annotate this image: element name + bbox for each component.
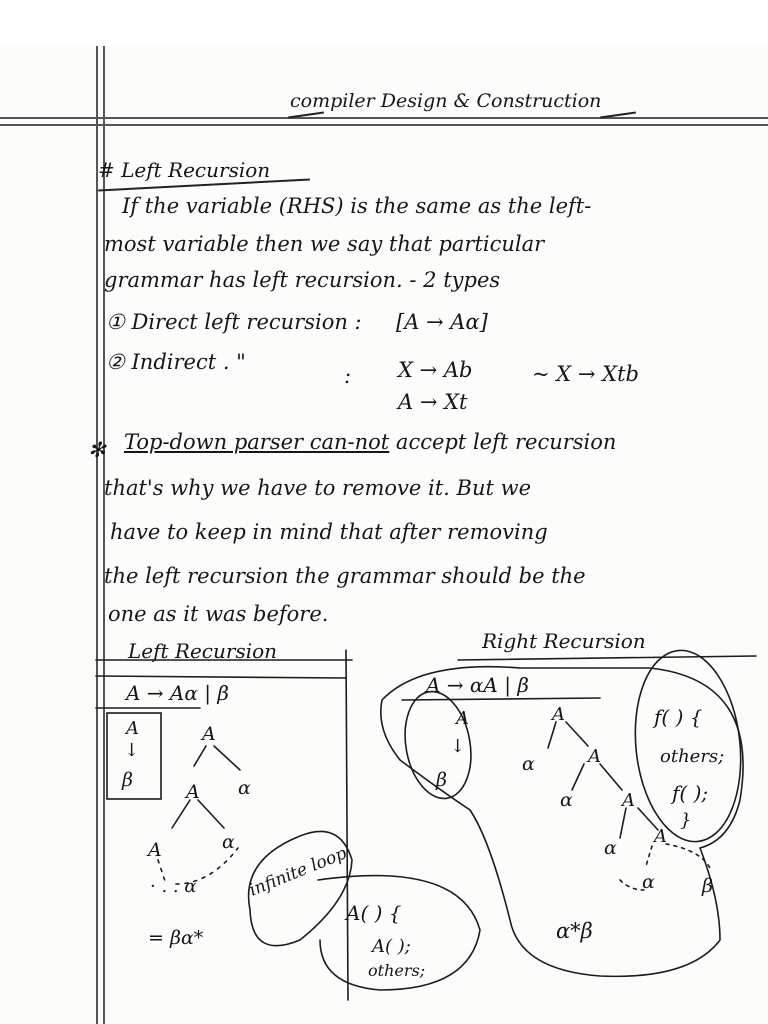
- left-box-arrow: ↓: [124, 740, 140, 761]
- left-tree-edge-3: [172, 800, 190, 828]
- indirect-rule-1: X → Ab: [398, 358, 473, 382]
- left-code-line-2: A( );: [372, 936, 411, 957]
- note-marker: ✻: [88, 438, 106, 462]
- right-panel-top-line: [458, 656, 756, 660]
- left-tree-node-3: α: [238, 777, 251, 799]
- left-box-bottom: β: [122, 769, 133, 791]
- page-title: compiler Design & Construction: [290, 90, 602, 112]
- right-result: α*β: [556, 919, 593, 943]
- section-heading: # Left Recursion: [98, 158, 271, 182]
- intro-line-3: grammar has left recursion. - 2 types: [104, 268, 501, 292]
- right-tree-node-3: A: [588, 746, 601, 767]
- left-tree-node-1: A: [202, 723, 216, 745]
- direct-recursion-rule: [A → Aα]: [396, 310, 488, 334]
- left-code-line-1: A( ) {: [346, 901, 402, 925]
- left-tree-node-4: α: [222, 831, 235, 853]
- note-line-5: one as it was before.: [108, 602, 329, 626]
- right-circle-bottom: β: [436, 769, 447, 791]
- note-line-1-rest: accept left recursion: [389, 430, 617, 454]
- left-box-top: A: [126, 718, 139, 739]
- right-tree-edge-5: [620, 808, 626, 838]
- left-production: A → Aα | β: [126, 681, 229, 705]
- direct-recursion-label: ① Direct left recursion :: [106, 310, 362, 334]
- left-tree-node-2: A: [186, 781, 200, 803]
- left-tree-edge-2: [214, 746, 240, 770]
- right-tree-node-4: α: [560, 789, 573, 811]
- note-line-4: the left recursion the grammar should be the: [104, 564, 586, 588]
- left-panel-right-line: [346, 650, 348, 1000]
- left-tree-edge-1: [194, 746, 206, 766]
- left-panel-title-line: [96, 676, 346, 678]
- right-production-underline: [402, 698, 600, 700]
- right-tree-node-9: β: [702, 875, 713, 897]
- right-code-line-1: f( ) {: [654, 705, 703, 729]
- right-tree-node-1: A: [552, 704, 565, 725]
- left-tree-edge-4: [198, 800, 224, 828]
- right-tree-node-6: α: [604, 837, 617, 859]
- note-line-2: that's why we have to remove it. But we: [104, 476, 532, 500]
- infinite-loop-label: infinite loop: [246, 843, 350, 901]
- left-result: = βα*: [148, 927, 204, 949]
- indirect-rule-2: A → Xt: [398, 390, 468, 414]
- right-tree-node-8: α: [642, 871, 655, 893]
- right-panel-title: Right Recursion: [482, 629, 646, 653]
- indirect-recursion-label: ② Indirect . ": [106, 350, 246, 374]
- right-circle-top: A: [456, 708, 469, 729]
- right-code-line-4: }: [680, 810, 692, 831]
- note-line-3: have to keep in mind that after removing: [110, 520, 548, 544]
- intro-line-2: most variable then we say that particular: [104, 232, 545, 256]
- right-tree-edge-4: [600, 764, 622, 790]
- left-panel-title: Left Recursion: [128, 639, 278, 663]
- right-code-line-3: f( );: [672, 781, 709, 805]
- right-tree-node-2: α: [522, 753, 535, 775]
- right-tree-edge-7: [646, 846, 652, 866]
- right-code-line-2: others;: [660, 746, 725, 767]
- right-production: A → αA | β: [426, 673, 529, 697]
- right-tree-node-7: A: [654, 826, 667, 847]
- left-tree-node-5: A: [148, 839, 162, 861]
- right-circle-arrow: ↓: [450, 736, 466, 757]
- right-tree-edge-1: [548, 722, 556, 748]
- indirect-result: ~ X → Xtb: [532, 362, 639, 386]
- indirect-colon: :: [344, 364, 352, 388]
- intro-line-1: If the variable (RHS) is the same as the left-: [122, 194, 592, 218]
- left-tail-dots: · . . α: [150, 876, 197, 897]
- right-tree-edge-3: [572, 764, 584, 790]
- right-tree-edge-2: [566, 722, 588, 746]
- left-code-line-3: others;: [368, 961, 426, 980]
- right-tree-node-5: A: [622, 790, 635, 811]
- right-tree-dots: [620, 880, 644, 890]
- note-underlined-text: Top-down parser can-not: [124, 430, 390, 454]
